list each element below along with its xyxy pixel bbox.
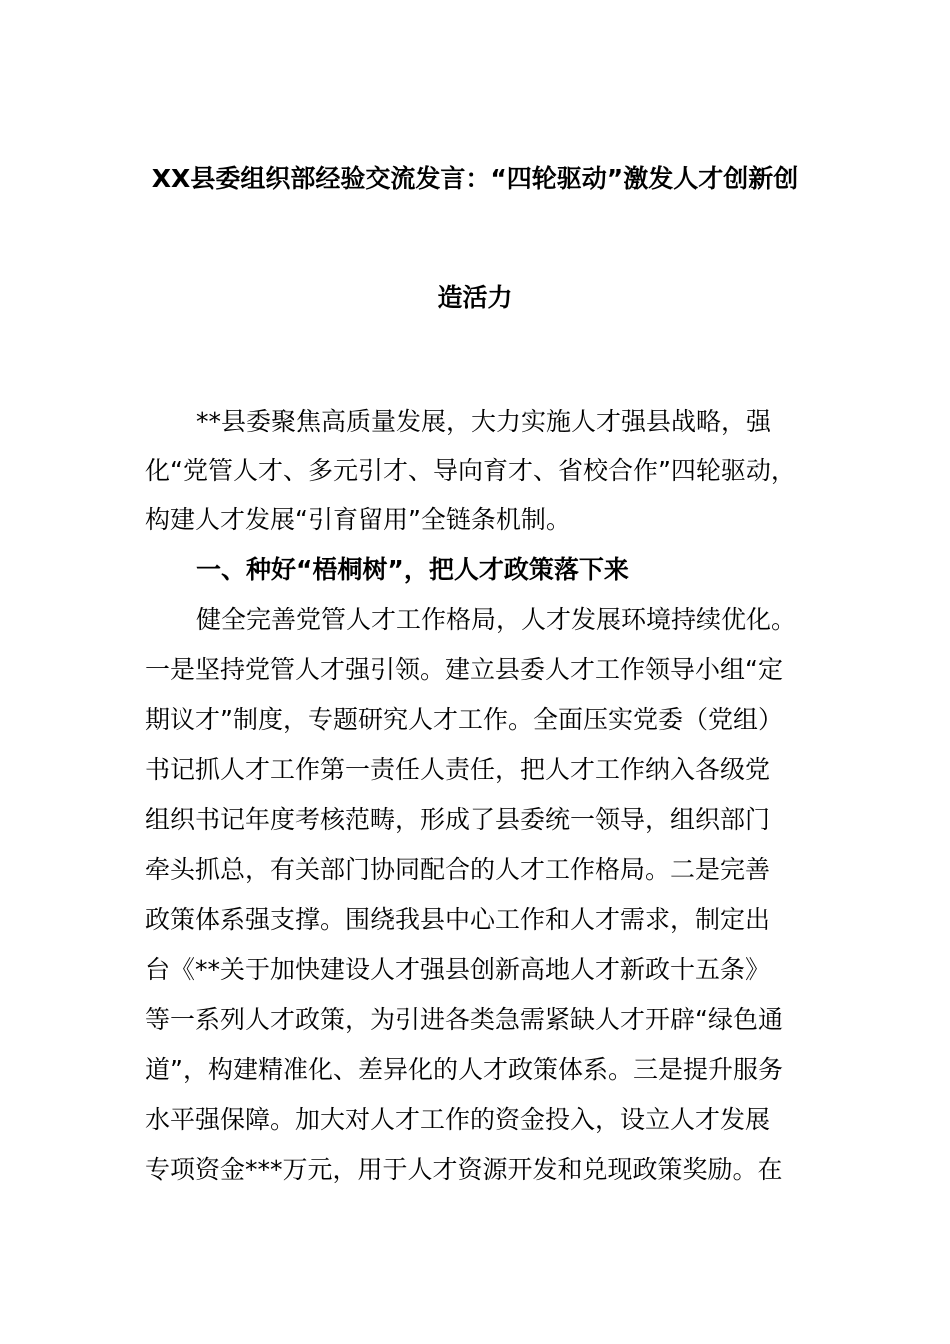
- body-paragraph-line: 等一系列人才政策，为引进各类急需紧缺人才开辟“绿色通: [145, 1005, 783, 1034]
- intro-paragraph-line: **县委聚焦高质量发展，大力实施人才强县战略，强: [196, 407, 772, 436]
- body-paragraph-line: 台《**关于加快建设人才强县创新高地人才新政十五条》: [145, 955, 771, 984]
- intro-paragraph-line: 化“党管人才、多元引才、导向育才、省校合作”四轮驱动，: [145, 456, 796, 485]
- body-paragraph-line: 组织书记年度考核范畴，形成了县委统一领导，组织部门: [145, 805, 771, 834]
- document-title-line-2: 造活力: [437, 283, 513, 312]
- body-paragraph-line: 书记抓人才工作第一责任人责任，把人才工作纳入各级党: [145, 755, 771, 784]
- body-paragraph-line: 期议才”制度，专题研究人才工作。全面压实党委（党组）: [145, 705, 783, 734]
- body-paragraph-line: 专项资金***万元，用于人才资源开发和兑现政策奖励。在: [145, 1155, 783, 1184]
- body-paragraph-line: 道”，构建精准化、差异化的人才政策体系。三是提升服务: [145, 1055, 783, 1084]
- body-paragraph-line: 水平强保障。加大对人才工作的资金投入，设立人才发展: [145, 1105, 771, 1134]
- body-paragraph-line: 一是坚持党管人才强引领。建立县委人才工作领导小组“定: [145, 655, 783, 684]
- body-paragraph-line: 政策体系强支撑。围绕我县中心工作和人才需求，制定出: [145, 905, 771, 934]
- body-paragraph-line: 健全完善党管人才工作格局，人才发展环境持续优化。: [196, 605, 797, 634]
- section-heading-1: 一、种好“梧桐树”，把人才政策落下来: [196, 555, 629, 584]
- intro-paragraph-line: 构建人才发展“引育留用”全链条机制。: [145, 505, 571, 534]
- body-paragraph-line: 牵头抓总，有关部门协同配合的人才工作格局。二是完善: [145, 855, 771, 884]
- document-title-line-1: XX县委组织部经验交流发言：“四轮驱动”激发人才创新创: [151, 164, 799, 193]
